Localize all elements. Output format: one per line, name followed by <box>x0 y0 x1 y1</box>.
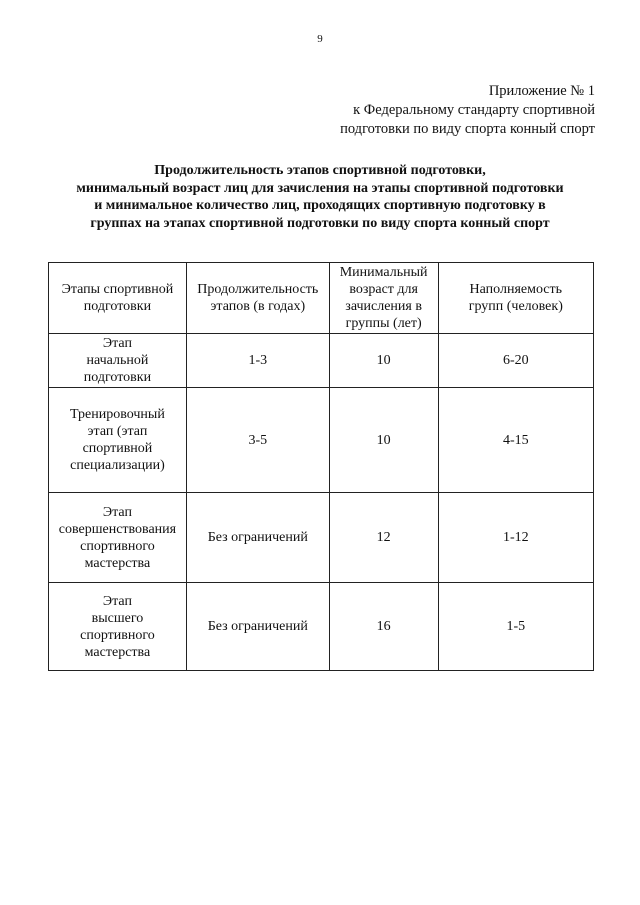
table-row <box>49 493 594 583</box>
header-duration: Продолжительность этапов (в годах) <box>186 263 329 334</box>
title-line: Продолжительность этапов спортивной подготовки, <box>154 163 486 178</box>
appendix-line: Приложение № 1 <box>488 83 595 99</box>
table-header-row <box>49 263 594 334</box>
stage-cell: Этап совершенствования спортивного мастерства <box>49 493 187 583</box>
group-size-cell: 4-15 <box>438 388 593 493</box>
min-age-cell: 10 <box>329 388 438 493</box>
stage-cell: Этап высшего спортивного мастерства <box>49 583 187 671</box>
title-line: группах на этапах спортивной подготовки по виду спорта конный спорт <box>90 215 550 231</box>
table-row <box>49 583 594 671</box>
appendix-line: к Федеральному стандарту спортивной <box>353 102 595 118</box>
stage-cell: Этап начальной подготовки <box>49 334 187 388</box>
table-row <box>49 388 594 493</box>
duration-cell: 3-5 <box>186 388 329 493</box>
page-number: 9 <box>317 33 323 45</box>
appendix-line: подготовки по виду спорта конный спорт <box>340 121 595 137</box>
group-size-cell: 1-12 <box>438 493 593 583</box>
stages-table <box>48 262 594 671</box>
header-min-age: Минимальный возраст для зачисления в группы (лет) <box>329 263 438 334</box>
group-size-cell: 6-20 <box>438 334 593 388</box>
stage-cell: Тренировочный этап (этап спортивной специализации) <box>49 388 187 493</box>
appendix-header <box>235 82 595 139</box>
document-title <box>40 162 600 232</box>
duration-cell: Без ограничений <box>186 583 329 671</box>
min-age-cell: 16 <box>329 583 438 671</box>
table-row <box>49 334 594 388</box>
duration-cell: Без ограничений <box>186 493 329 583</box>
min-age-cell: 10 <box>329 334 438 388</box>
group-size-cell: 1-5 <box>438 583 593 671</box>
title-line: и минимальное количество лиц, проходящих спортивную подготовку в <box>94 198 546 213</box>
title-line: минимальный возраст лиц для зачисления на этапы спортивной подготовки <box>76 180 564 196</box>
duration-cell: 1-3 <box>186 334 329 388</box>
min-age-cell: 12 <box>329 493 438 583</box>
header-group-size: Наполняемость групп (человек) <box>438 263 593 334</box>
header-stages: Этапы спортивной подготовки <box>49 263 187 334</box>
